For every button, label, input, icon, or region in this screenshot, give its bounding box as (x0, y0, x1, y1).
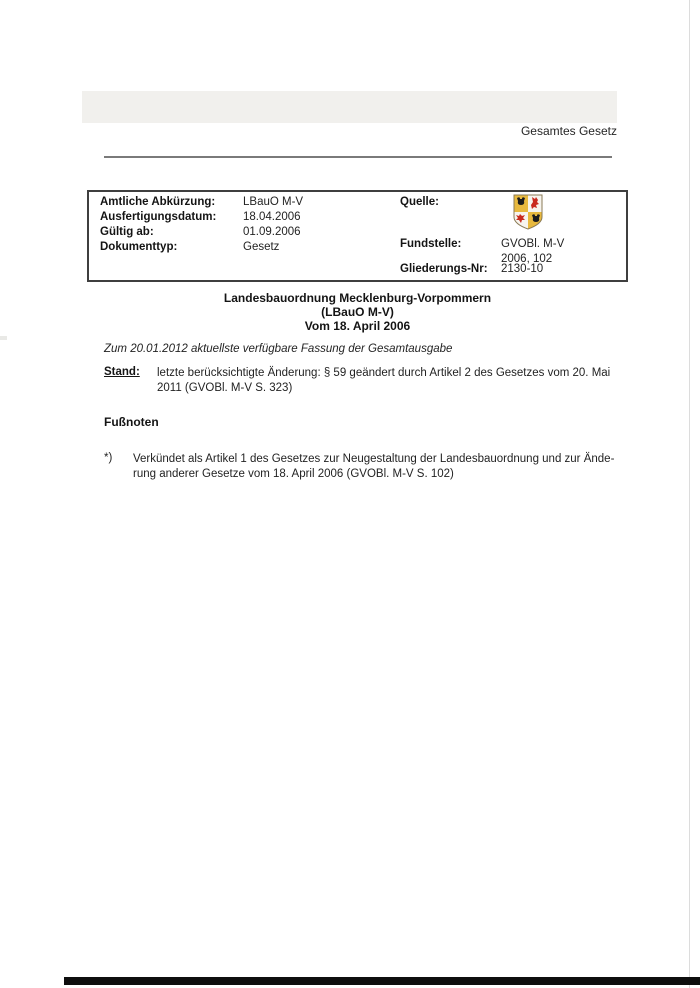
scan-gray-strip (82, 91, 617, 123)
meta-value-fundstelle-line1: GVOBl. M-V (501, 238, 565, 250)
meta-label-fundstelle: Fundstelle: (400, 238, 462, 250)
meta-label-abbreviation: Amtliche Abkürzung: (100, 196, 216, 208)
footnote-text-line1: Verkündet als Artikel 1 des Gesetzes zur Neugestaltung der Landesbauordnung und zur Ände- (133, 453, 615, 465)
scan-edge-line (689, 0, 690, 988)
meta-label-doc-type: Dokumenttyp: (100, 241, 178, 253)
page-type-label: Gesamtes Gesetz (520, 124, 617, 138)
footnotes-heading: Fußnoten (104, 415, 159, 429)
meta-label-gliederung: Gliederungs-Nr: (400, 263, 488, 275)
metadata-box (87, 190, 628, 282)
header-divider-line (104, 156, 612, 158)
meta-label-quelle: Quelle: (400, 196, 439, 208)
stand-text (157, 366, 627, 396)
scan-artifact-dash (0, 336, 7, 340)
footnote-text (133, 452, 623, 482)
footnote-marker: *) (104, 452, 113, 464)
meta-value-valid-from: 01.09.2006 (243, 226, 301, 238)
stand-text-line2: 2011 (GVOBl. M-V S. 323) (157, 382, 293, 394)
meta-value-doc-type: Gesetz (243, 241, 280, 253)
meta-label-valid-from: Gültig ab: (100, 226, 154, 238)
footnote-text-line2: rung anderer Gesetze vom 18. April 2006 (GVOBl. M-V S. 102) (133, 468, 454, 480)
title-line-1: Landesbauordnung Mecklenburg-Vorpommern (223, 291, 492, 305)
meta-value-issue-date: 18.04.2006 (243, 211, 301, 223)
stand-text-line1: letzte berücksichtigte Änderung: § 59 geändert durch Artikel 2 des Gesetzes vom 20. Mai (157, 367, 611, 379)
meta-value-gliederung: 2130-10 (501, 263, 544, 275)
title-line-3: Vom 18. April 2006 (304, 319, 411, 333)
meta-value-abbreviation: LBauO M-V (243, 196, 304, 208)
meta-value-fundstelle-line2: 2006, 102 (501, 253, 553, 265)
document-title (87, 291, 628, 333)
title-line-2: (LBauO M-V) (321, 305, 394, 319)
stand-label: Stand: (104, 366, 140, 378)
version-note: Zum 20.01.2012 aktuellste verfügbare Fassung der Gesamtausgabe (104, 343, 453, 355)
coat-of-arms-icon (513, 194, 543, 233)
scan-bottom-bar (64, 977, 700, 985)
meta-label-issue-date: Ausfertigungsdatum: (100, 211, 217, 223)
